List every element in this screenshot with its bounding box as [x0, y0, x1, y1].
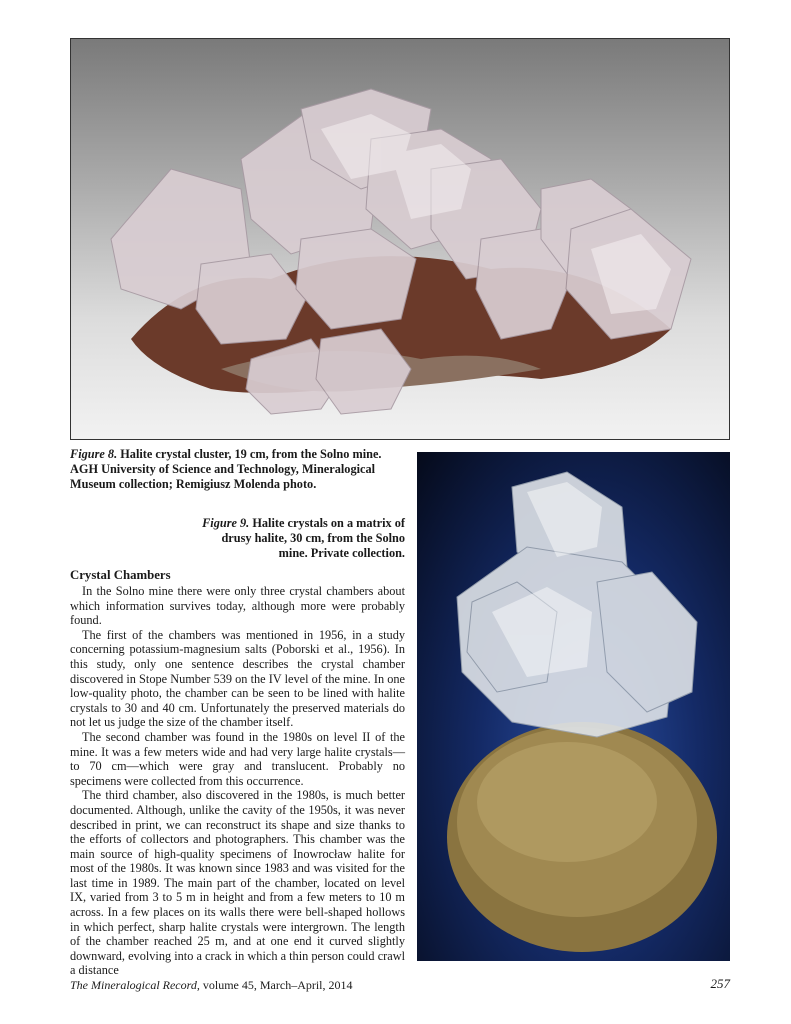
page-number: 257	[710, 976, 730, 991]
section-heading: Crystal Chambers	[70, 568, 171, 582]
figure-8-text: Halite crystal cluster, 19 cm, from the Solno mine. AGH University of Science and Technology, Mineralogical Museum collection; Remigiusz Molenda photo.	[70, 447, 382, 491]
paragraph: The third chamber, also discovered in the 1980s, is much better documented. Although, unlike the cavity of the 1950s, it was never described in print, we can reconstruct its shape and size thanks to the efforts of collectors and photographers. This chamber was the main source of high-quality specimens of Inowrocław halite for most of the 1980s. It was known since 1983 and was visited for the last time in 1989. The main part of the chamber, located on level IX, varied from 3 to 5 m in height and from a few meters to 10 m across. In a few places on its walls there were bell-shaped hollows in which perfect, sharp halite crystals were intergrown. The length of the chamber reached 25 m, and at one end it curved slightly downward, evolving into a crack in which a thin person could crawl a distance	[70, 788, 405, 978]
journal-title: The Mineralogical Record,	[70, 978, 200, 992]
figure-9-photo	[417, 452, 730, 961]
figure-8-photo	[70, 38, 730, 440]
paragraph: The second chamber was found in the 1980s on level II of the mine. It was a few meters wide and had very large halite crystals—to 70 cm—which were gray and translucent. Probably no specimens were collected from this occurrence.	[70, 729, 405, 788]
journal-issue: volume 45, March–April, 2014	[199, 978, 353, 992]
figure-9-text: Halite crystals on a matrix of drusy halite, 30 cm, from the Solno mine. Private collection.	[221, 516, 405, 560]
figure-8-label: Figure 8.	[70, 447, 118, 461]
paragraph: The first of the chambers was mentioned in 1956, in a study concerning potassium-magnesium salts (Poborski et al., 1956). In this study, only one sentence describes the crystal chamber discovered in Stope Number 539 on the IV level of the mine. In one low-quality photo, the chamber can be seen to be lined with halite crystals to 30 and 40 cm. Unfortunately the preserved materials do not let us judge the size of the chamber itself.	[70, 627, 405, 730]
journal-footer	[70, 978, 353, 993]
figure-9-label: Figure 9.	[202, 516, 250, 530]
paragraph: In the Solno mine there were only three crystal chambers about which information survives today, although more were probably found.	[70, 584, 405, 628]
article-body	[70, 584, 405, 978]
figure-8-caption	[70, 447, 400, 492]
figure-9-caption	[200, 516, 405, 561]
